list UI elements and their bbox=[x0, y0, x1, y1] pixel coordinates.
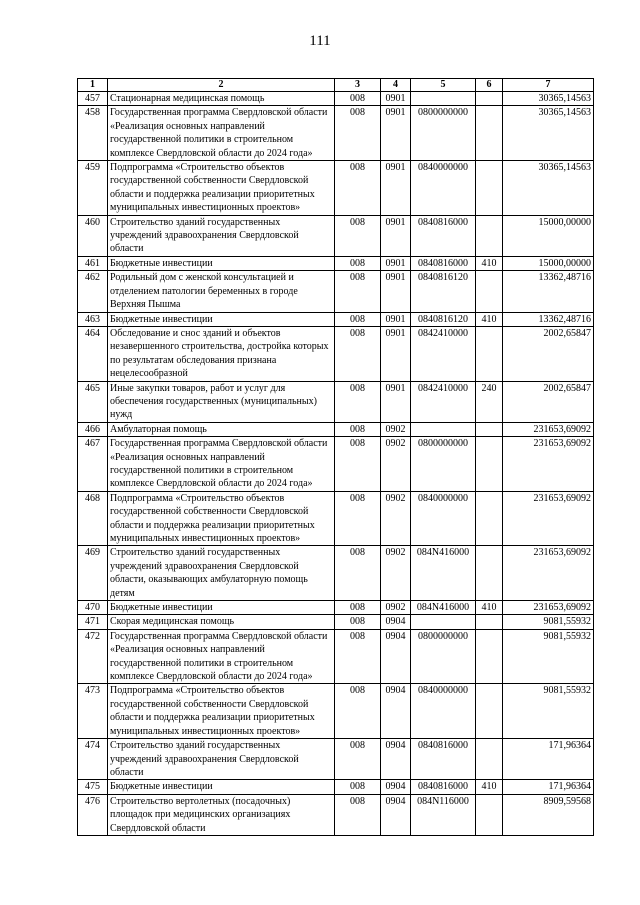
row-name: Иные закупки товаров, работ и услуг для обеспечения государственных (муниципальных) нужд bbox=[108, 381, 335, 422]
row-col-6: 410 bbox=[476, 780, 503, 794]
row-col-3: 008 bbox=[335, 92, 381, 106]
row-col-4: 0901 bbox=[381, 256, 411, 270]
row-col-3: 008 bbox=[335, 780, 381, 794]
row-number: 473 bbox=[78, 684, 108, 739]
row-col-4: 0901 bbox=[381, 161, 411, 216]
row-col-3: 008 bbox=[335, 312, 381, 326]
table-row bbox=[78, 629, 594, 684]
row-number: 460 bbox=[78, 215, 108, 256]
row-amount: 231653,69092 bbox=[503, 546, 594, 601]
row-col-6 bbox=[476, 437, 503, 492]
row-col-4: 0902 bbox=[381, 601, 411, 615]
row-amount: 231653,69092 bbox=[503, 437, 594, 492]
row-col-5: 084N416000 bbox=[411, 601, 476, 615]
row-number: 470 bbox=[78, 601, 108, 615]
row-number: 466 bbox=[78, 422, 108, 436]
row-number: 462 bbox=[78, 271, 108, 312]
row-amount: 30365,14563 bbox=[503, 106, 594, 161]
table-row bbox=[78, 739, 594, 780]
row-col-5 bbox=[411, 422, 476, 436]
row-number: 461 bbox=[78, 256, 108, 270]
row-amount: 13362,48716 bbox=[503, 271, 594, 312]
header-col-5: 5 bbox=[411, 79, 476, 92]
header-col-3: 3 bbox=[335, 79, 381, 92]
row-col-4: 0902 bbox=[381, 437, 411, 492]
table-row bbox=[78, 106, 594, 161]
row-amount: 231653,69092 bbox=[503, 422, 594, 436]
row-col-4: 0904 bbox=[381, 739, 411, 780]
row-col-6: 410 bbox=[476, 601, 503, 615]
row-col-4: 0901 bbox=[381, 271, 411, 312]
row-col-4: 0902 bbox=[381, 491, 411, 546]
row-name: Бюджетные инвестиции bbox=[108, 780, 335, 794]
row-col-4: 0904 bbox=[381, 780, 411, 794]
row-col-5 bbox=[411, 615, 476, 629]
header-col-6: 6 bbox=[476, 79, 503, 92]
row-number: 458 bbox=[78, 106, 108, 161]
row-col-3: 008 bbox=[335, 794, 381, 835]
table-row bbox=[78, 312, 594, 326]
row-name: Государственная программа Свердловской области «Реализация основных направлений государственной политики в строительном комплексе Свердловской области до 2024 года» bbox=[108, 106, 335, 161]
row-number: 471 bbox=[78, 615, 108, 629]
row-name: Подпрограмма «Строительство объектов государственной собственности Свердловской области и поддержка реализации приоритетных муниципальных инвестиционных проектов» bbox=[108, 161, 335, 216]
row-col-3: 008 bbox=[335, 546, 381, 601]
row-col-4: 0902 bbox=[381, 546, 411, 601]
table-row bbox=[78, 326, 594, 381]
table-header-row bbox=[78, 79, 594, 92]
row-amount: 171,96364 bbox=[503, 739, 594, 780]
budget-table bbox=[77, 78, 594, 836]
row-col-5: 0840816120 bbox=[411, 312, 476, 326]
row-col-6 bbox=[476, 271, 503, 312]
row-amount: 231653,69092 bbox=[503, 601, 594, 615]
row-name: Подпрограмма «Строительство объектов государственной собственности Свердловской области и поддержка реализации приоритетных муниципальных инвестиционных проектов» bbox=[108, 684, 335, 739]
row-col-6 bbox=[476, 739, 503, 780]
row-col-3: 008 bbox=[335, 326, 381, 381]
row-col-3: 008 bbox=[335, 422, 381, 436]
row-name: Строительство зданий государственных учреждений здравоохранения Свердловской области bbox=[108, 739, 335, 780]
row-name: Бюджетные инвестиции bbox=[108, 312, 335, 326]
row-col-5: 0800000000 bbox=[411, 437, 476, 492]
row-amount: 9081,55932 bbox=[503, 629, 594, 684]
row-name: Государственная программа Свердловской области «Реализация основных направлений государственной политики в строительном комплексе Свердловской области до 2024 года» bbox=[108, 437, 335, 492]
row-col-4: 0901 bbox=[381, 215, 411, 256]
row-col-3: 008 bbox=[335, 601, 381, 615]
row-col-5: 0840816000 bbox=[411, 780, 476, 794]
row-amount: 2002,65847 bbox=[503, 326, 594, 381]
header-col-2: 2 bbox=[108, 79, 335, 92]
row-col-3: 008 bbox=[335, 215, 381, 256]
table-row bbox=[78, 684, 594, 739]
row-name: Строительство зданий государственных учреждений здравоохранения Свердловской области, оказывающих амбулаторную помощь детям bbox=[108, 546, 335, 601]
row-col-5: 084N116000 bbox=[411, 794, 476, 835]
row-col-3: 008 bbox=[335, 739, 381, 780]
row-col-3: 008 bbox=[335, 271, 381, 312]
row-name: Обследование и снос зданий и объектов незавершенного строительства, достройка которых по результатам обследования признана нецелесообразной bbox=[108, 326, 335, 381]
row-amount: 30365,14563 bbox=[503, 161, 594, 216]
table-row bbox=[78, 601, 594, 615]
row-amount: 13362,48716 bbox=[503, 312, 594, 326]
row-col-6 bbox=[476, 491, 503, 546]
row-name: Родильный дом с женской консультацией и отделением патологии беременных в городе Верхняя Пышма bbox=[108, 271, 335, 312]
row-col-4: 0902 bbox=[381, 422, 411, 436]
table-body bbox=[78, 92, 594, 836]
row-number: 465 bbox=[78, 381, 108, 422]
table-row bbox=[78, 546, 594, 601]
table-row bbox=[78, 615, 594, 629]
row-name: Стационарная медицинская помощь bbox=[108, 92, 335, 106]
row-number: 464 bbox=[78, 326, 108, 381]
table-row bbox=[78, 161, 594, 216]
row-name: Строительство зданий государственных учреждений здравоохранения Свердловской области bbox=[108, 215, 335, 256]
row-col-5: 0840816000 bbox=[411, 256, 476, 270]
row-col-4: 0904 bbox=[381, 684, 411, 739]
row-name: Бюджетные инвестиции bbox=[108, 256, 335, 270]
row-col-6 bbox=[476, 215, 503, 256]
row-amount: 171,96364 bbox=[503, 780, 594, 794]
row-number: 475 bbox=[78, 780, 108, 794]
row-col-6 bbox=[476, 629, 503, 684]
header-col-7: 7 bbox=[503, 79, 594, 92]
row-col-3: 008 bbox=[335, 161, 381, 216]
table-row bbox=[78, 491, 594, 546]
table-row bbox=[78, 215, 594, 256]
row-name: Строительство вертолетных (посадочных) площадок при медицинских организациях Свердловской области bbox=[108, 794, 335, 835]
row-col-6 bbox=[476, 546, 503, 601]
row-col-5: 0840816000 bbox=[411, 215, 476, 256]
row-col-3: 008 bbox=[335, 106, 381, 161]
row-col-3: 008 bbox=[335, 684, 381, 739]
row-col-6 bbox=[476, 106, 503, 161]
row-name: Бюджетные инвестиции bbox=[108, 601, 335, 615]
row-col-5 bbox=[411, 92, 476, 106]
row-name: Скорая медицинская помощь bbox=[108, 615, 335, 629]
row-number: 459 bbox=[78, 161, 108, 216]
row-col-5: 0842410000 bbox=[411, 326, 476, 381]
row-amount: 231653,69092 bbox=[503, 491, 594, 546]
row-number: 467 bbox=[78, 437, 108, 492]
page-number: 111 bbox=[309, 33, 331, 49]
row-col-3: 008 bbox=[335, 437, 381, 492]
header-col-1: 1 bbox=[78, 79, 108, 92]
row-number: 474 bbox=[78, 739, 108, 780]
row-col-5: 0840000000 bbox=[411, 491, 476, 546]
row-amount: 2002,65847 bbox=[503, 381, 594, 422]
row-name: Амбулаторная помощь bbox=[108, 422, 335, 436]
table-row bbox=[78, 92, 594, 106]
table-row bbox=[78, 794, 594, 835]
row-col-3: 008 bbox=[335, 256, 381, 270]
row-number: 468 bbox=[78, 491, 108, 546]
row-amount: 9081,55932 bbox=[503, 684, 594, 739]
row-number: 472 bbox=[78, 629, 108, 684]
row-col-6 bbox=[476, 615, 503, 629]
row-col-4: 0904 bbox=[381, 794, 411, 835]
row-col-6: 410 bbox=[476, 256, 503, 270]
row-col-5: 0840000000 bbox=[411, 161, 476, 216]
row-col-6 bbox=[476, 161, 503, 216]
row-name: Подпрограмма «Строительство объектов государственной собственности Свердловской области и поддержка реализации приоритетных муниципальных инвестиционных проектов» bbox=[108, 491, 335, 546]
row-col-4: 0904 bbox=[381, 615, 411, 629]
table-row bbox=[78, 256, 594, 270]
row-col-6: 240 bbox=[476, 381, 503, 422]
row-col-3: 008 bbox=[335, 381, 381, 422]
row-number: 463 bbox=[78, 312, 108, 326]
row-col-4: 0901 bbox=[381, 381, 411, 422]
table-row bbox=[78, 271, 594, 312]
row-col-6 bbox=[476, 794, 503, 835]
row-col-3: 008 bbox=[335, 491, 381, 546]
row-col-3: 008 bbox=[335, 615, 381, 629]
table-row bbox=[78, 437, 594, 492]
row-col-3: 008 bbox=[335, 629, 381, 684]
row-amount: 15000,00000 bbox=[503, 256, 594, 270]
row-col-4: 0901 bbox=[381, 312, 411, 326]
row-amount: 30365,14563 bbox=[503, 92, 594, 106]
row-col-6 bbox=[476, 326, 503, 381]
row-col-6: 410 bbox=[476, 312, 503, 326]
header-col-4: 4 bbox=[381, 79, 411, 92]
row-col-6 bbox=[476, 684, 503, 739]
row-amount: 8909,59568 bbox=[503, 794, 594, 835]
row-col-6 bbox=[476, 92, 503, 106]
row-col-5: 0840816000 bbox=[411, 739, 476, 780]
table-row bbox=[78, 422, 594, 436]
row-number: 457 bbox=[78, 92, 108, 106]
row-number: 469 bbox=[78, 546, 108, 601]
row-col-4: 0901 bbox=[381, 106, 411, 161]
row-amount: 9081,55932 bbox=[503, 615, 594, 629]
row-col-5: 0800000000 bbox=[411, 629, 476, 684]
table-row bbox=[78, 780, 594, 794]
row-col-5: 0800000000 bbox=[411, 106, 476, 161]
row-col-6 bbox=[476, 422, 503, 436]
row-amount: 15000,00000 bbox=[503, 215, 594, 256]
row-col-5: 0842410000 bbox=[411, 381, 476, 422]
row-col-5: 0840816120 bbox=[411, 271, 476, 312]
row-col-4: 0901 bbox=[381, 92, 411, 106]
table-row bbox=[78, 381, 594, 422]
row-col-5: 084N416000 bbox=[411, 546, 476, 601]
row-name: Государственная программа Свердловской области «Реализация основных направлений государственной политики в строительном комплексе Свердловской области до 2024 года» bbox=[108, 629, 335, 684]
row-col-4: 0901 bbox=[381, 326, 411, 381]
row-col-5: 0840000000 bbox=[411, 684, 476, 739]
row-col-4: 0904 bbox=[381, 629, 411, 684]
row-number: 476 bbox=[78, 794, 108, 835]
